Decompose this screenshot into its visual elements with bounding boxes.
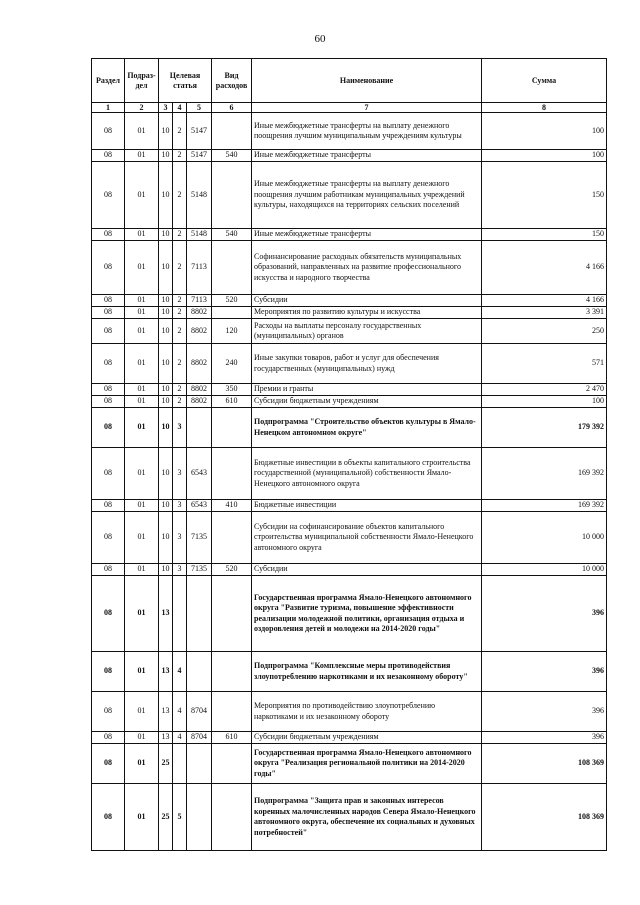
razdel-cell: 08 [92,500,125,512]
target-a-cell: 10 [159,241,173,295]
expense-type-cell [212,408,252,448]
amount-cell: 2 470 [482,384,607,396]
table-row [92,344,607,384]
expense-type-cell [212,576,252,652]
target-b-cell: 2 [173,150,187,162]
expense-type-cell: 520 [212,295,252,307]
target-b-cell: 4 [173,652,187,692]
razdel-cell: 08 [92,784,125,851]
name-cell: Субсидии [252,295,482,307]
podrazdel-cell: 01 [125,162,159,229]
expense-type-cell: 240 [212,344,252,384]
table-row [92,784,607,851]
expense-type-cell [212,512,252,564]
name-cell: Субсидии [252,564,482,576]
target-b-cell: 4 [173,732,187,744]
name-cell: Подпрограмма "Строительство объектов культуры в Ямало-Ненецком автономном округе" [252,408,482,448]
name-cell: Государственная программа Ямало-Ненецкого автономного округа "Реализация региональной политики на 2014-2020 годы" [252,744,482,784]
column-number-row [92,103,607,113]
expense-type-cell [212,744,252,784]
target-a-cell: 10 [159,564,173,576]
amount-cell: 571 [482,344,607,384]
expense-type-cell [212,241,252,295]
razdel-cell: 08 [92,307,125,319]
razdel-cell: 08 [92,396,125,408]
podrazdel-cell: 01 [125,784,159,851]
name-cell: Иные межбюджетные трансферты [252,150,482,162]
podrazdel-cell: 01 [125,384,159,396]
page-number: 60 [314,33,326,45]
target-c-cell: 8802 [187,319,212,344]
podrazdel-cell: 01 [125,408,159,448]
target-a-cell: 10 [159,162,173,229]
column-number: 8 [482,103,607,113]
column-number: 6 [212,103,252,113]
expense-type-cell: 610 [212,396,252,408]
target-b-cell: 3 [173,512,187,564]
target-c-cell [187,408,212,448]
amount-cell: 150 [482,162,607,229]
amount-cell: 108 369 [482,744,607,784]
target-c-cell: 5147 [187,150,212,162]
table-row [92,744,607,784]
razdel-cell: 08 [92,344,125,384]
target-c-cell [187,744,212,784]
amount-cell: 169 392 [482,500,607,512]
podrazdel-cell: 01 [125,744,159,784]
target-c-cell: 8704 [187,732,212,744]
target-b-cell: 2 [173,241,187,295]
razdel-cell: 08 [92,408,125,448]
table-row [92,576,607,652]
target-a-cell: 10 [159,512,173,564]
header-name: Наименование [252,59,482,103]
target-b-cell: 2 [173,295,187,307]
podrazdel-cell: 01 [125,692,159,732]
header-target-article: Целевая статья [159,59,212,103]
target-a-cell: 10 [159,344,173,384]
podrazdel-cell: 01 [125,500,159,512]
table-row [92,241,607,295]
amount-cell: 4 166 [482,295,607,307]
razdel-cell: 08 [92,576,125,652]
podrazdel-cell: 01 [125,344,159,384]
razdel-cell: 08 [92,732,125,744]
podrazdel-cell: 01 [125,307,159,319]
target-b-cell: 2 [173,162,187,229]
target-c-cell: 8802 [187,384,212,396]
target-c-cell [187,652,212,692]
table-body [92,113,607,851]
target-a-cell: 10 [159,307,173,319]
header-podrazdel: Подраз-дел [125,59,159,103]
razdel-cell: 08 [92,652,125,692]
razdel-cell: 08 [92,162,125,229]
target-a-cell: 10 [159,319,173,344]
expense-type-cell: 610 [212,732,252,744]
razdel-cell: 08 [92,241,125,295]
target-a-cell: 10 [159,500,173,512]
expense-type-cell [212,448,252,500]
name-cell: Мероприятия по развитию культуры и искусства [252,307,482,319]
target-b-cell: 2 [173,113,187,150]
target-a-cell: 10 [159,384,173,396]
target-c-cell: 5148 [187,229,212,241]
table-row [92,113,607,150]
podrazdel-cell: 01 [125,150,159,162]
expense-type-cell: 520 [212,564,252,576]
target-c-cell: 8802 [187,344,212,384]
podrazdel-cell: 01 [125,295,159,307]
header-expense-type: Вид расходов [212,59,252,103]
podrazdel-cell: 01 [125,652,159,692]
podrazdel-cell: 01 [125,576,159,652]
column-number: 3 [159,103,173,113]
amount-cell: 396 [482,652,607,692]
header-razdel: Раздел [92,59,125,103]
target-b-cell: 3 [173,448,187,500]
amount-cell: 10 000 [482,564,607,576]
amount-cell: 108 369 [482,784,607,851]
razdel-cell: 08 [92,384,125,396]
razdel-cell: 08 [92,564,125,576]
target-b-cell: 2 [173,307,187,319]
table-row [92,396,607,408]
expense-type-cell [212,652,252,692]
target-b-cell: 3 [173,564,187,576]
name-cell: Расходы на выплаты персоналу государственных (муниципальных) органов [252,319,482,344]
podrazdel-cell: 01 [125,113,159,150]
table-row [92,307,607,319]
name-cell: Иные межбюджетные трансферты на выплату денежного поощрения лучшим работникам муниципальных учреждений культуры, находящихся на территориях сельских поселений [252,162,482,229]
target-a-cell: 10 [159,113,173,150]
amount-cell: 250 [482,319,607,344]
name-cell: Государственная программа Ямало-Ненецкого автономного округа "Развитие туризма, повышение эффективности реализации молодежной политики, организация отдыха и оздоровления детей и молодежи на 2014-2020 годы" [252,576,482,652]
amount-cell: 179 392 [482,408,607,448]
name-cell: Иные закупки товаров, работ и услуг для обеспечения государственных (муниципальных) нужд [252,344,482,384]
target-c-cell: 8704 [187,692,212,732]
expense-type-cell [212,113,252,150]
target-a-cell: 13 [159,576,173,652]
name-cell: Бюджетные инвестиции [252,500,482,512]
table-row [92,150,607,162]
razdel-cell: 08 [92,229,125,241]
target-b-cell: 5 [173,784,187,851]
table-row [92,448,607,500]
razdel-cell: 08 [92,512,125,564]
target-c-cell: 6543 [187,500,212,512]
name-cell: Мероприятия по противодействию злоупотреблению наркотиками и их незаконному обороту [252,692,482,732]
table-row [92,500,607,512]
name-cell: Субсидии на софинансирование объектов капитального строительства муниципальной собственности Ямало-Ненецкого автономного округа [252,512,482,564]
amount-cell: 396 [482,576,607,652]
amount-cell: 396 [482,692,607,732]
name-cell: Подпрограмма "Комплексные меры противодействия злоупотреблению наркотиками и их незаконному обороту" [252,652,482,692]
podrazdel-cell: 01 [125,564,159,576]
name-cell: Субсидии бюджетным учреждениям [252,732,482,744]
target-c-cell: 5147 [187,113,212,150]
column-number: 1 [92,103,125,113]
table-row [92,564,607,576]
target-c-cell: 8802 [187,396,212,408]
target-a-cell: 10 [159,396,173,408]
target-a-cell: 25 [159,784,173,851]
target-c-cell: 8802 [187,307,212,319]
target-a-cell: 13 [159,692,173,732]
expense-type-cell: 350 [212,384,252,396]
column-number: 4 [173,103,187,113]
target-b-cell: 2 [173,319,187,344]
target-c-cell: 7135 [187,564,212,576]
expense-type-cell: 540 [212,229,252,241]
amount-cell: 100 [482,113,607,150]
name-cell: Софинансирование расходных обязательств муниципальных образований, направленных на развитие профессионального искусства и народного творчества [252,241,482,295]
target-a-cell: 10 [159,448,173,500]
razdel-cell: 08 [92,113,125,150]
name-cell: Бюджетные инвестиции в объекты капитального строительства государственной (муниципальной) собственности Ямало-Ненецкого автономного округа [252,448,482,500]
name-cell: Иные межбюджетные трансферты на выплату денежного поощрения лучшим муниципальным учреждениям культуры [252,113,482,150]
name-cell: Иные межбюджетные трансферты [252,229,482,241]
expense-type-cell [212,162,252,229]
podrazdel-cell: 01 [125,732,159,744]
razdel-cell: 08 [92,150,125,162]
target-a-cell: 25 [159,744,173,784]
target-b-cell: 2 [173,344,187,384]
amount-cell: 100 [482,396,607,408]
target-c-cell: 7135 [187,512,212,564]
razdel-cell: 08 [92,744,125,784]
target-a-cell: 13 [159,732,173,744]
target-c-cell: 5148 [187,162,212,229]
target-a-cell: 10 [159,229,173,241]
table-row [92,319,607,344]
amount-cell: 169 392 [482,448,607,500]
podrazdel-cell: 01 [125,448,159,500]
column-number: 7 [252,103,482,113]
expense-type-cell [212,784,252,851]
target-c-cell [187,784,212,851]
column-number: 5 [187,103,212,113]
razdel-cell: 08 [92,692,125,732]
expense-type-cell [212,307,252,319]
target-a-cell: 10 [159,295,173,307]
budget-table [91,58,607,851]
target-c-cell [187,576,212,652]
target-c-cell: 6543 [187,448,212,500]
table-header-row [92,59,607,103]
expense-type-cell: 540 [212,150,252,162]
target-b-cell [173,744,187,784]
table-row [92,512,607,564]
amount-cell: 10 000 [482,512,607,564]
target-b-cell: 3 [173,500,187,512]
target-b-cell [173,576,187,652]
target-a-cell: 10 [159,408,173,448]
expense-type-cell: 410 [212,500,252,512]
target-a-cell: 10 [159,150,173,162]
name-cell: Подпрограмма "Защита прав и законных интересов коренных малочисленных народов Севера Ямало-Ненецкого автономного округа, обеспечение их социальных и духовных потребностей" [252,784,482,851]
column-number: 2 [125,103,159,113]
table-row [92,229,607,241]
target-b-cell: 2 [173,229,187,241]
table-row [92,692,607,732]
podrazdel-cell: 01 [125,319,159,344]
target-b-cell: 4 [173,692,187,732]
podrazdel-cell: 01 [125,512,159,564]
expense-type-cell: 120 [212,319,252,344]
razdel-cell: 08 [92,295,125,307]
razdel-cell: 08 [92,319,125,344]
amount-cell: 3 391 [482,307,607,319]
table-row [92,652,607,692]
podrazdel-cell: 01 [125,396,159,408]
table-row [92,384,607,396]
target-b-cell: 2 [173,384,187,396]
table-row [92,732,607,744]
target-c-cell: 7113 [187,241,212,295]
target-a-cell: 13 [159,652,173,692]
target-c-cell: 7113 [187,295,212,307]
header-amount: Сумма [482,59,607,103]
amount-cell: 4 166 [482,241,607,295]
amount-cell: 100 [482,150,607,162]
amount-cell: 150 [482,229,607,241]
name-cell: Премии и гранты [252,384,482,396]
target-b-cell: 3 [173,408,187,448]
amount-cell: 396 [482,732,607,744]
table-row [92,408,607,448]
table-row [92,295,607,307]
podrazdel-cell: 01 [125,241,159,295]
table-row [92,162,607,229]
podrazdel-cell: 01 [125,229,159,241]
name-cell: Субсидии бюджетным учреждениям [252,396,482,408]
target-b-cell: 2 [173,396,187,408]
razdel-cell: 08 [92,448,125,500]
expense-type-cell [212,692,252,732]
